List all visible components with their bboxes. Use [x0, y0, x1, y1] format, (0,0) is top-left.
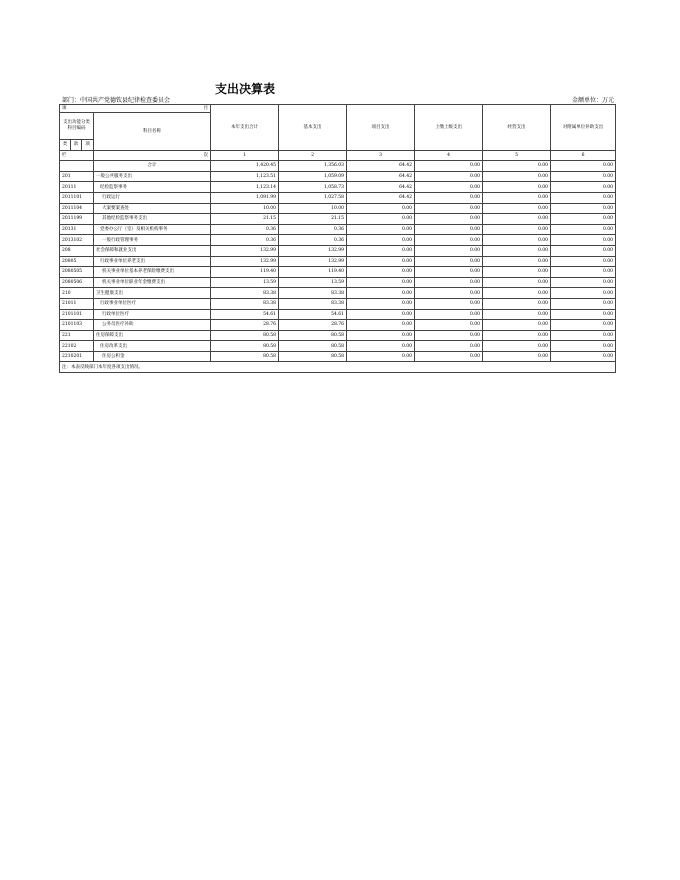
- col-number-5: 5: [483, 150, 551, 161]
- table-row: [60, 171, 616, 182]
- row-value-3: 0.00: [347, 267, 415, 278]
- row-value-6: 0.00: [551, 214, 616, 225]
- row-code: 2101101: [60, 309, 94, 320]
- row-value-6: 0.00: [551, 171, 616, 182]
- col-header-4: 上缴上级支出: [415, 105, 483, 151]
- row-value-2: 119.40: [279, 267, 347, 278]
- table-row: [60, 245, 616, 256]
- row-value-5: 0.00: [483, 298, 551, 309]
- row-value-5: 0.00: [483, 288, 551, 299]
- row-code: 2080505: [60, 267, 94, 278]
- total-value-5: 0.00: [483, 161, 551, 172]
- row-code: 2101103: [60, 320, 94, 331]
- row-value-1: 80.58: [211, 341, 279, 352]
- col-number-4: 4: [415, 150, 483, 161]
- row-value-5: 0.00: [483, 192, 551, 203]
- row-value-5: 0.00: [483, 330, 551, 341]
- page-title: 支出决算表: [214, 82, 275, 96]
- table-row: [60, 224, 616, 235]
- amount-unit-label: 金额单位：万元: [571, 97, 614, 104]
- table-row: [60, 256, 616, 267]
- row-value-2: 132.99: [279, 256, 347, 267]
- row-value-1: 28.76: [211, 320, 279, 331]
- row-value-6: 0.00: [551, 235, 616, 246]
- row-name: 机关事业单位职业年金缴费支出: [94, 277, 211, 288]
- row-value-2: 83.38: [279, 298, 347, 309]
- row-name: 大案要案查处: [94, 203, 211, 214]
- row-value-4: 0.00: [415, 203, 483, 214]
- table-row: [60, 182, 616, 193]
- row-code: 201: [60, 171, 94, 182]
- row-value-5: 0.00: [483, 245, 551, 256]
- row-name: 住房改革支出: [94, 341, 211, 352]
- row-value-3: 0.00: [347, 224, 415, 235]
- row-value-1: 132.99: [211, 256, 279, 267]
- table-row: [60, 235, 616, 246]
- row-value-5: 0.00: [483, 214, 551, 225]
- row-value-1: 10.00: [211, 203, 279, 214]
- row-value-4: 0.00: [415, 245, 483, 256]
- row-value-3: 0.00: [347, 320, 415, 331]
- row-name: 机关事业单位基本养老保险缴费支出: [94, 267, 211, 278]
- row-value-4: 0.00: [415, 309, 483, 320]
- kuan-header: 款: [71, 140, 82, 151]
- row-value-4: 0.00: [415, 267, 483, 278]
- row-value-1: 1,091.99: [211, 192, 279, 203]
- lei-header: 类: [60, 140, 71, 151]
- row-value-2: 1,027.58: [279, 192, 347, 203]
- row-value-4: 0.00: [415, 320, 483, 331]
- row-value-2: 1,058.73: [279, 182, 347, 193]
- total-value-4: 0.00: [415, 161, 483, 172]
- row-value-3: 0.00: [347, 214, 415, 225]
- row-value-1: 0.36: [211, 235, 279, 246]
- row-value-2: 28.76: [279, 320, 347, 331]
- row-code: 22102: [60, 341, 94, 352]
- row-value-2: 54.61: [279, 309, 347, 320]
- row-name: 纪检监察事务: [94, 182, 211, 193]
- row-value-5: 0.00: [483, 309, 551, 320]
- row-code: 2011101: [60, 192, 94, 203]
- table-row: [60, 203, 616, 214]
- row-value-1: 132.99: [211, 245, 279, 256]
- row-value-2: 10.00: [279, 203, 347, 214]
- row-value-4: 0.00: [415, 351, 483, 362]
- row-value-1: 83.38: [211, 288, 279, 299]
- row-value-5: 0.00: [483, 351, 551, 362]
- row-value-1: 1,123.51: [211, 171, 279, 182]
- row-name: 公务员医疗补助: [94, 320, 211, 331]
- row-code: 20111: [60, 182, 94, 193]
- row-value-3: 0.00: [347, 330, 415, 341]
- row-name: 卫生健康支出: [94, 288, 211, 299]
- name-header: 科目名称: [94, 113, 211, 151]
- row-name: 住房保障支出: [94, 330, 211, 341]
- row-value-1: 1,123.14: [211, 182, 279, 193]
- row-value-4: 0.00: [415, 235, 483, 246]
- row-value-3: 0.00: [347, 288, 415, 299]
- row-value-1: 13.59: [211, 277, 279, 288]
- col-header-3: 项目支出: [347, 105, 415, 151]
- col-number-1: 1: [211, 150, 279, 161]
- total-code-cell: [60, 161, 94, 172]
- note-row: [60, 362, 616, 373]
- lan-label: 栏: [60, 150, 94, 161]
- header-xiang-label: 项: [62, 106, 67, 111]
- row-value-2: 80.58: [279, 341, 347, 352]
- row-value-4: 0.00: [415, 298, 483, 309]
- row-value-2: 1,059.09: [279, 171, 347, 182]
- row-value-3: 64.42: [347, 192, 415, 203]
- row-value-6: 0.00: [551, 203, 616, 214]
- row-code: 2080506: [60, 277, 94, 288]
- expenditure-table: [59, 104, 616, 373]
- row-value-5: 0.00: [483, 277, 551, 288]
- row-value-3: 0.00: [347, 341, 415, 352]
- row-value-4: 0.00: [415, 182, 483, 193]
- row-value-3: 0.00: [347, 277, 415, 288]
- row-value-2: 21.15: [279, 214, 347, 225]
- total-value-2: 1,356.03: [279, 161, 347, 172]
- row-value-5: 0.00: [483, 203, 551, 214]
- header-item-cell: [60, 105, 211, 113]
- row-value-3: 0.00: [347, 203, 415, 214]
- row-value-4: 0.00: [415, 330, 483, 341]
- row-value-4: 0.00: [415, 214, 483, 225]
- row-name: 党委办公厅（室）及相关机构事务: [94, 224, 211, 235]
- row-value-4: 0.00: [415, 288, 483, 299]
- total-value-1: 1,420.45: [211, 161, 279, 172]
- row-value-2: 0.36: [279, 235, 347, 246]
- header-row-numbers: [60, 150, 616, 161]
- row-value-2: 80.58: [279, 330, 347, 341]
- row-value-6: 0.00: [551, 224, 616, 235]
- row-code: 20805: [60, 256, 94, 267]
- row-value-4: 0.00: [415, 256, 483, 267]
- row-code: 20131: [60, 224, 94, 235]
- row-value-5: 0.00: [483, 235, 551, 246]
- col-header-6: 对附属单位补助支出: [551, 105, 616, 151]
- col-number-6: 6: [551, 150, 616, 161]
- xiang-header: 项: [82, 140, 94, 151]
- col-number-3: 3: [347, 150, 415, 161]
- code-header: 支出功能分类科目编码: [60, 113, 94, 140]
- row-name: 行政事业单位医疗: [94, 298, 211, 309]
- row-value-6: 0.00: [551, 341, 616, 352]
- row-value-5: 0.00: [483, 267, 551, 278]
- row-name: 行政单位医疗: [94, 309, 211, 320]
- table-row: [60, 277, 616, 288]
- col-header-1: 本年支出合计: [211, 105, 279, 151]
- row-name: 行政事业单位养老支出: [94, 256, 211, 267]
- row-value-1: 119.40: [211, 267, 279, 278]
- row-value-6: 0.00: [551, 182, 616, 193]
- table-row: [60, 351, 616, 362]
- table-note: 注：本表反映部门本年度各项支出情况。: [60, 362, 616, 373]
- row-value-1: 21.15: [211, 214, 279, 225]
- row-value-1: 83.38: [211, 298, 279, 309]
- ci-label: 次: [94, 150, 211, 161]
- row-value-6: 0.00: [551, 320, 616, 331]
- row-value-3: 0.00: [347, 298, 415, 309]
- row-value-4: 0.00: [415, 192, 483, 203]
- col-header-2: 基本支出: [279, 105, 347, 151]
- row-value-5: 0.00: [483, 256, 551, 267]
- header-row-top: [60, 105, 616, 113]
- row-value-6: 0.00: [551, 277, 616, 288]
- table-row: [60, 341, 616, 352]
- table-row: [60, 330, 616, 341]
- row-value-3: 64.42: [347, 171, 415, 182]
- row-value-6: 0.00: [551, 288, 616, 299]
- row-name: 一般公共服务支出: [94, 171, 211, 182]
- row-code: 210: [60, 288, 94, 299]
- row-name: 一般行政管理事务: [94, 235, 211, 246]
- row-value-1: 0.36: [211, 224, 279, 235]
- table-row: [60, 267, 616, 278]
- row-code: 2011104: [60, 203, 94, 214]
- total-value-3: 64.42: [347, 161, 415, 172]
- row-value-6: 0.00: [551, 309, 616, 320]
- row-value-1: 80.58: [211, 330, 279, 341]
- row-value-3: 64.42: [347, 182, 415, 193]
- row-value-2: 83.38: [279, 288, 347, 299]
- row-name: 其他纪检监察事务支出: [94, 214, 211, 225]
- row-value-2: 0.36: [279, 224, 347, 235]
- row-value-2: 80.58: [279, 351, 347, 362]
- row-name: 行政运行: [94, 192, 211, 203]
- table-row: [60, 298, 616, 309]
- row-value-2: 132.99: [279, 245, 347, 256]
- row-value-6: 0.00: [551, 256, 616, 267]
- row-value-6: 0.00: [551, 330, 616, 341]
- total-value-6: 0.00: [551, 161, 616, 172]
- col-number-2: 2: [279, 150, 347, 161]
- row-value-5: 0.00: [483, 320, 551, 331]
- row-value-5: 0.00: [483, 224, 551, 235]
- row-value-5: 0.00: [483, 341, 551, 352]
- row-code: 2013102: [60, 235, 94, 246]
- row-code: 2011199: [60, 214, 94, 225]
- row-value-6: 0.00: [551, 245, 616, 256]
- row-value-4: 0.00: [415, 277, 483, 288]
- total-row: [60, 161, 616, 172]
- row-value-3: 0.00: [347, 351, 415, 362]
- row-value-6: 0.00: [551, 298, 616, 309]
- department-label: 部门：中国共产党德钦县纪律检查委员会: [62, 97, 171, 104]
- table-row: [60, 309, 616, 320]
- row-value-4: 0.00: [415, 341, 483, 352]
- total-label: 合计: [94, 161, 211, 172]
- row-code: 21011: [60, 298, 94, 309]
- header-mu-label: 目: [203, 106, 208, 111]
- row-value-3: 0.00: [347, 256, 415, 267]
- col-header-5: 经营支出: [483, 105, 551, 151]
- row-value-3: 0.00: [347, 245, 415, 256]
- row-value-4: 0.00: [415, 224, 483, 235]
- row-value-1: 54.61: [211, 309, 279, 320]
- row-value-2: 13.59: [279, 277, 347, 288]
- row-value-6: 0.00: [551, 351, 616, 362]
- row-value-6: 0.00: [551, 192, 616, 203]
- row-code: 208: [60, 245, 94, 256]
- table-row: [60, 214, 616, 225]
- row-code: 2210201: [60, 351, 94, 362]
- table-row: [60, 192, 616, 203]
- table-row: [60, 320, 616, 331]
- row-code: 221: [60, 330, 94, 341]
- table-row: [60, 288, 616, 299]
- row-name: 社会保障和就业支出: [94, 245, 211, 256]
- row-value-5: 0.00: [483, 182, 551, 193]
- row-value-3: 0.00: [347, 309, 415, 320]
- row-name: 住房公积金: [94, 351, 211, 362]
- row-value-1: 80.58: [211, 351, 279, 362]
- row-value-3: 0.00: [347, 235, 415, 246]
- row-value-4: 0.00: [415, 171, 483, 182]
- row-value-5: 0.00: [483, 171, 551, 182]
- row-value-6: 0.00: [551, 267, 616, 278]
